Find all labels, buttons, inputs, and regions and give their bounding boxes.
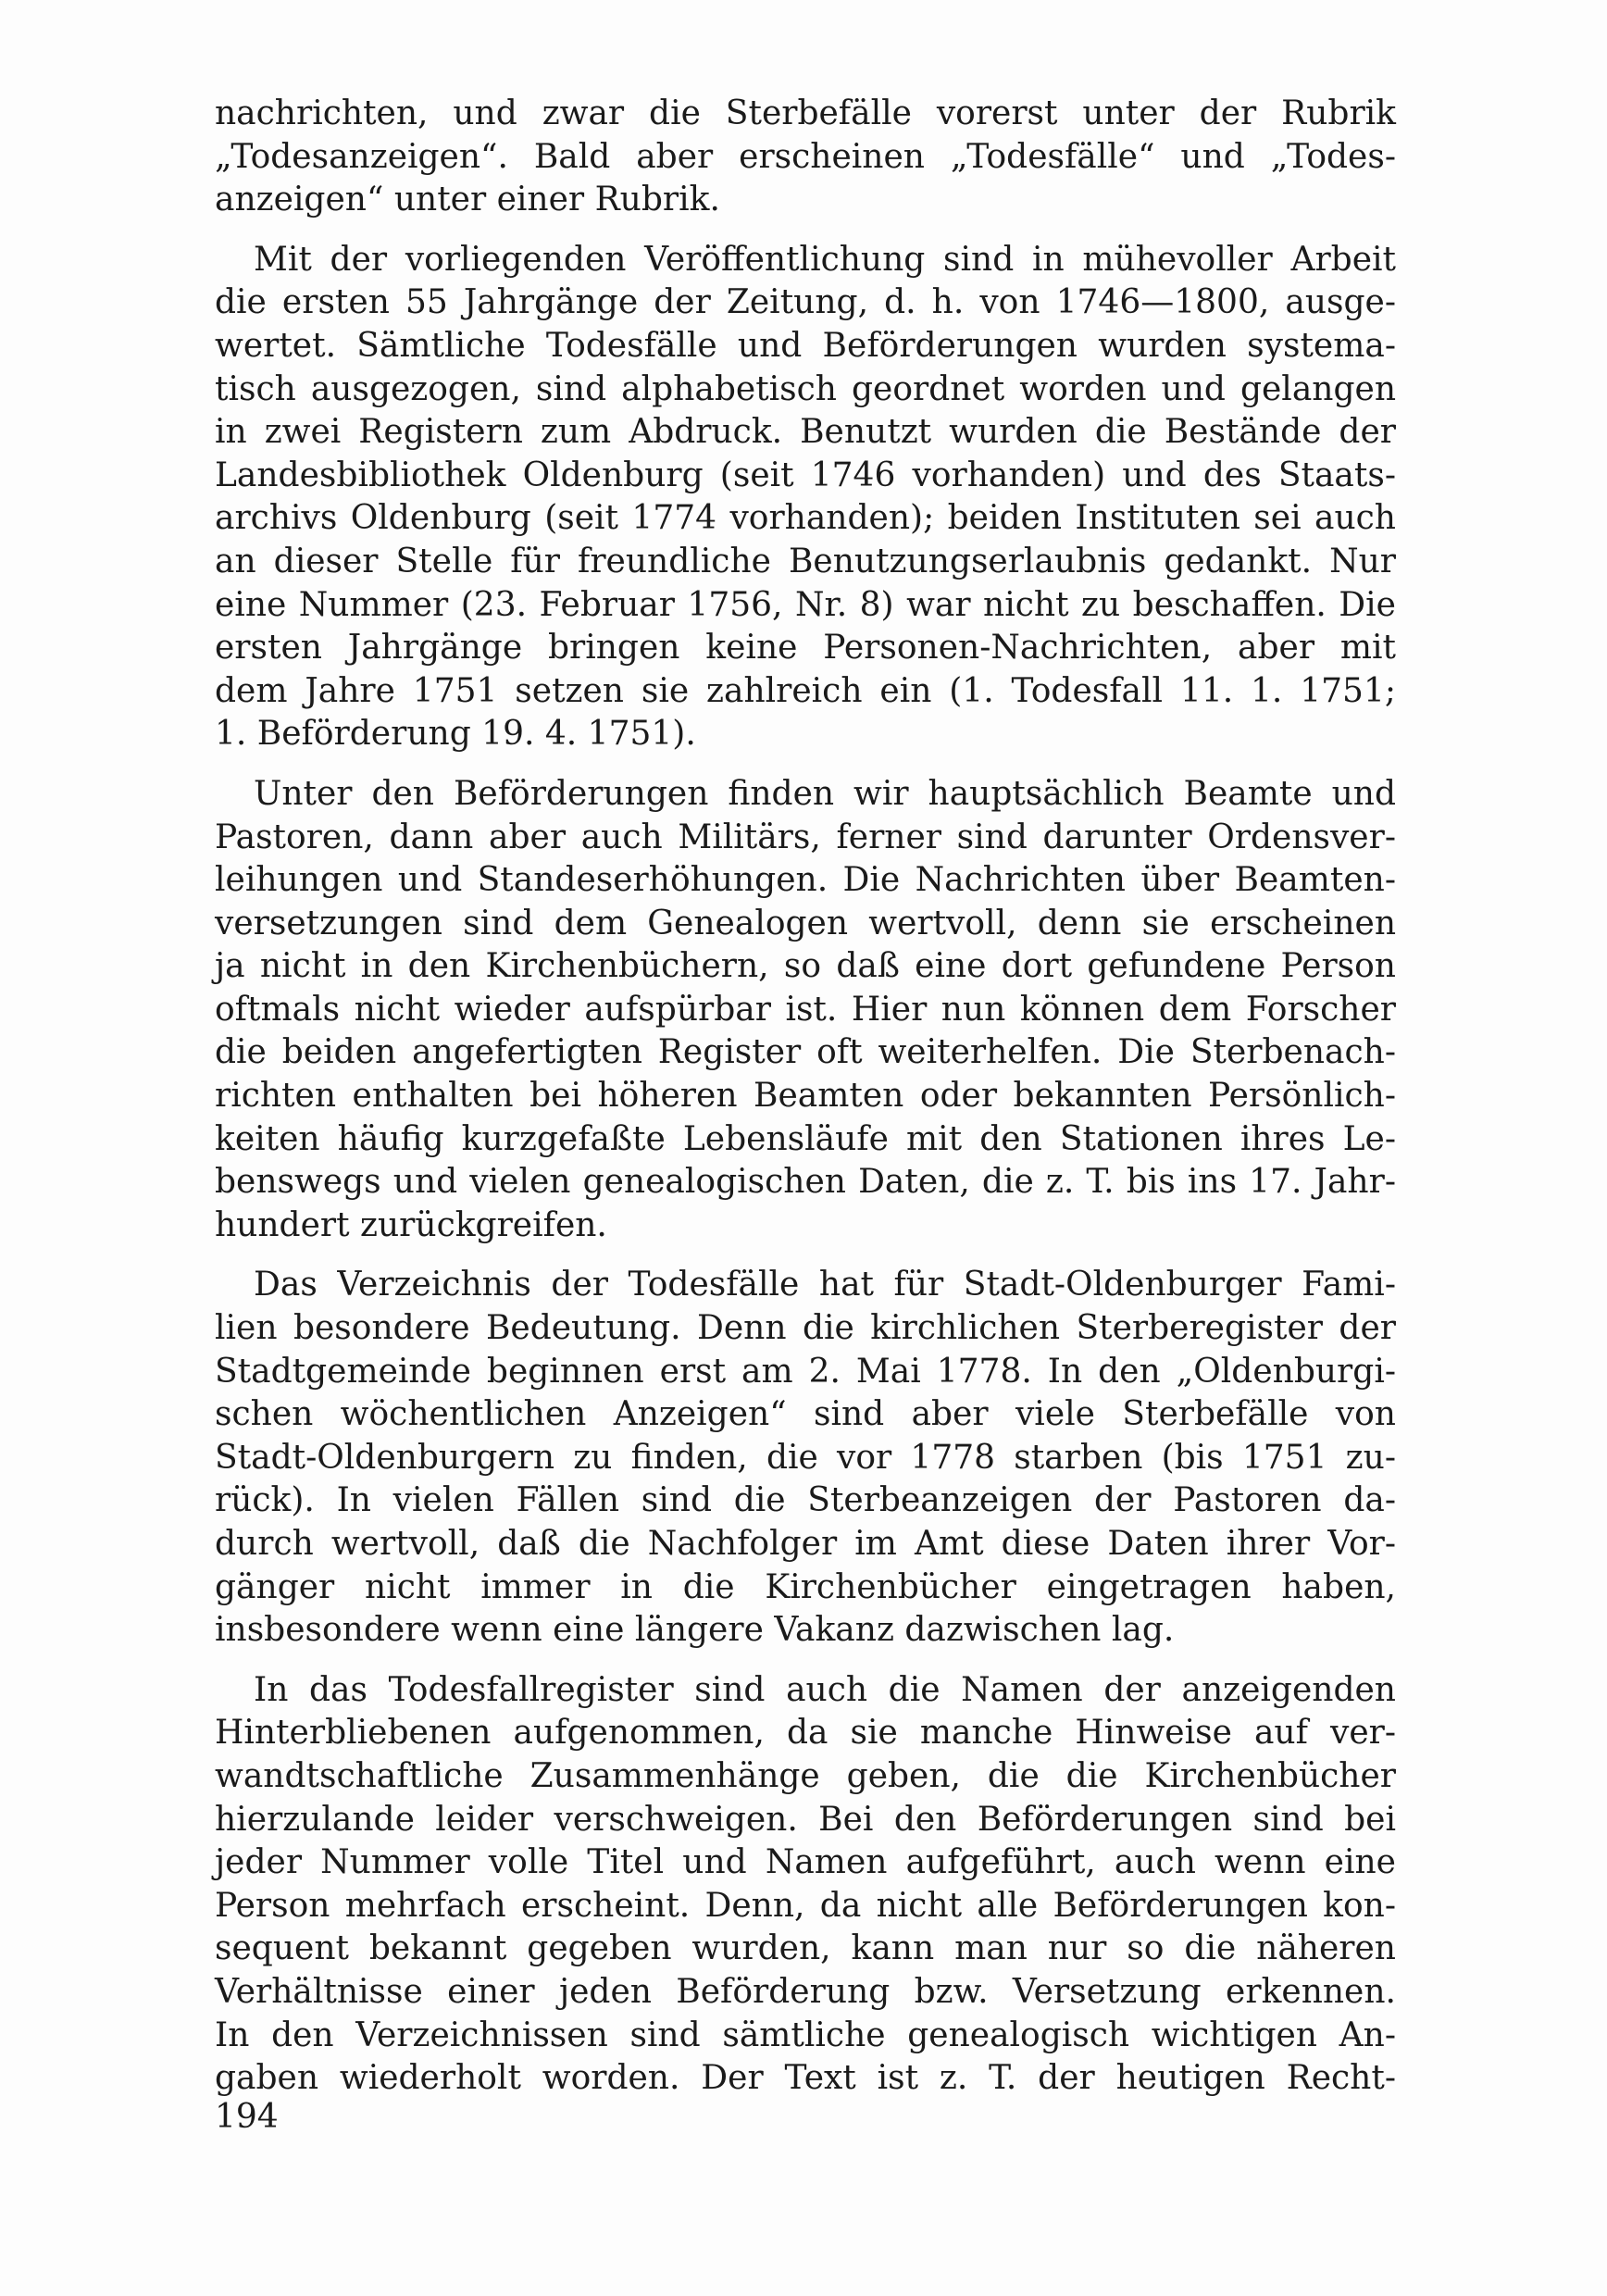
text-line: sequent bekannt gegeben wurden, kann man nur so die näheren xyxy=(215,1929,1396,1968)
text-line: Hinterbliebenen aufgenommen, da sie manche Hinweise auf ver- xyxy=(215,1714,1396,1753)
text-line: 1. Beförderung 19. 4. 1751). xyxy=(215,715,696,754)
text-line: Unter den Beförderungen finden wir hauptsächlich Beamte und xyxy=(254,774,1396,813)
text-line: Landesbibliothek Oldenburg (seit 1746 vorhanden) und des Staats- xyxy=(215,455,1396,494)
text-line: archivs Oldenburg (seit 1774 vorhanden); beiden Instituten sei auch xyxy=(215,499,1396,538)
text-line: tisch ausgezogen, sind alphabetisch geordnet worden und gelangen xyxy=(215,369,1396,408)
text-line: oftmals nicht wieder aufspürbar ist. Hier nun können dem Forscher xyxy=(215,990,1396,1029)
text-line: „Todesanzeigen“. Bald aber erscheinen „Todesfälle“ und „Todes- xyxy=(215,137,1396,176)
paragraph-1 xyxy=(215,93,1396,222)
text-line: schen wöchentlichen Anzeigen“ sind aber viele Sterbefälle von xyxy=(215,1395,1396,1434)
text-line: hundert zurückgreifen. xyxy=(215,1205,607,1244)
text-line: Mit der vorliegenden Veröffentlichung sind in mühevoller Arbeit xyxy=(254,240,1396,279)
text-line: an dieser Stelle für freundliche Benutzungserlaubnis gedankt. Nur xyxy=(215,542,1396,580)
text-line: eine Nummer (23. Februar 1756, Nr. 8) war nicht zu beschaffen. Die xyxy=(215,585,1396,624)
text-line: In das Todesfallregister sind auch die Namen der anzeigenden xyxy=(254,1670,1396,1709)
text-line: Stadt-Oldenburgern zu finden, die vor 1778 starben (bis 1751 zu- xyxy=(215,1438,1396,1477)
text-line: lien besondere Bedeutung. Denn die kirchlichen Sterberegister der xyxy=(215,1309,1396,1348)
text-line: benswegs und vielen genealogischen Daten, die z. T. bis ins 17. Jahr- xyxy=(215,1163,1396,1202)
text-line: gänger nicht immer in die Kirchenbücher eingetragen haben, xyxy=(215,1567,1396,1606)
text-line: wertet. Sämtliche Todesfälle und Beförderungen wurden systema- xyxy=(215,326,1396,365)
text-line: jeder Nummer volle Titel und Namen aufgeführt, auch wenn eine xyxy=(215,1843,1396,1882)
text-line: nachrichten, und zwar die Sterbefälle vorerst unter der Rubrik xyxy=(215,94,1396,132)
text-line: rück). In vielen Fällen sind die Sterbeanzeigen der Pastoren da- xyxy=(215,1481,1396,1520)
text-line: ja nicht in den Kirchenbüchern, so daß eine dort gefundene Person xyxy=(215,947,1396,986)
text-line: leihungen und Standeserhöhungen. Die Nachrichten über Beamten- xyxy=(215,861,1396,900)
text-line: keiten häufig kurzgefaßte Lebensläufe mit den Stationen ihres Le- xyxy=(215,1119,1396,1158)
text-line: Das Verzeichnis der Todesfälle hat für Stadt-Oldenburger Fami- xyxy=(254,1266,1396,1304)
text-line: wandtschaftliche Zusammenhänge geben, die die Kirchenbücher xyxy=(215,1756,1396,1795)
text-line: die beiden angefertigten Register oft weiterhelfen. Die Sterbenach- xyxy=(215,1033,1396,1072)
page-number: 194 xyxy=(215,2098,279,2136)
paragraph-3 xyxy=(215,773,1396,1248)
text-line: die ersten 55 Jahrgänge der Zeitung, d. h. von 1746—1800, ausge- xyxy=(215,283,1396,322)
text-line: versetzungen sind dem Genealogen wertvoll, denn sie erscheinen xyxy=(215,904,1396,942)
text-line: richten enthalten bei höheren Beamten oder bekannten Persönlich- xyxy=(215,1077,1396,1116)
text-line: hierzulande leider verschweigen. Bei den Beförderungen sind bei xyxy=(215,1800,1396,1839)
text-line: insbesondere wenn eine längere Vakanz dazwischen lag. xyxy=(215,1611,1175,1650)
body-text xyxy=(215,93,1396,2117)
text-line: in zwei Registern zum Abdruck. Benutzt wurden die Bestände der xyxy=(215,413,1396,452)
text-line: ersten Jahrgänge bringen keine Personen-Nachrichten, aber mit xyxy=(215,629,1396,668)
paragraph-4 xyxy=(215,1264,1396,1652)
text-line: Pastoren, dann aber auch Militärs, ferner sind darunter Ordensver- xyxy=(215,817,1396,856)
text-line: durch wertvoll, daß die Nachfolger im Amt diese Daten ihrer Vor- xyxy=(215,1525,1396,1563)
paragraph-2 xyxy=(215,239,1396,756)
text-line: Person mehrfach erscheint. Denn, da nicht alle Beförderungen kon- xyxy=(215,1886,1396,1925)
text-line: gaben wiederholt worden. Der Text ist z. T. der heutigen Recht- xyxy=(215,2059,1396,2098)
text-line: In den Verzeichnissen sind sämtliche genealogisch wichtigen An- xyxy=(215,2015,1396,2054)
text-line: Verhältnisse einer jeden Beförderung bzw. Versetzung erkennen. xyxy=(215,1972,1396,2011)
text-line: Stadtgemeinde beginnen erst am 2. Mai 1778. In den „Oldenburgi- xyxy=(215,1352,1396,1391)
text-line: dem Jahre 1751 setzen sie zahlreich ein (1. Todesfall 11. 1. 1751; xyxy=(215,671,1396,710)
text-line: anzeigen“ unter einer Rubrik. xyxy=(215,181,720,219)
paragraph-5 xyxy=(215,1669,1396,2101)
